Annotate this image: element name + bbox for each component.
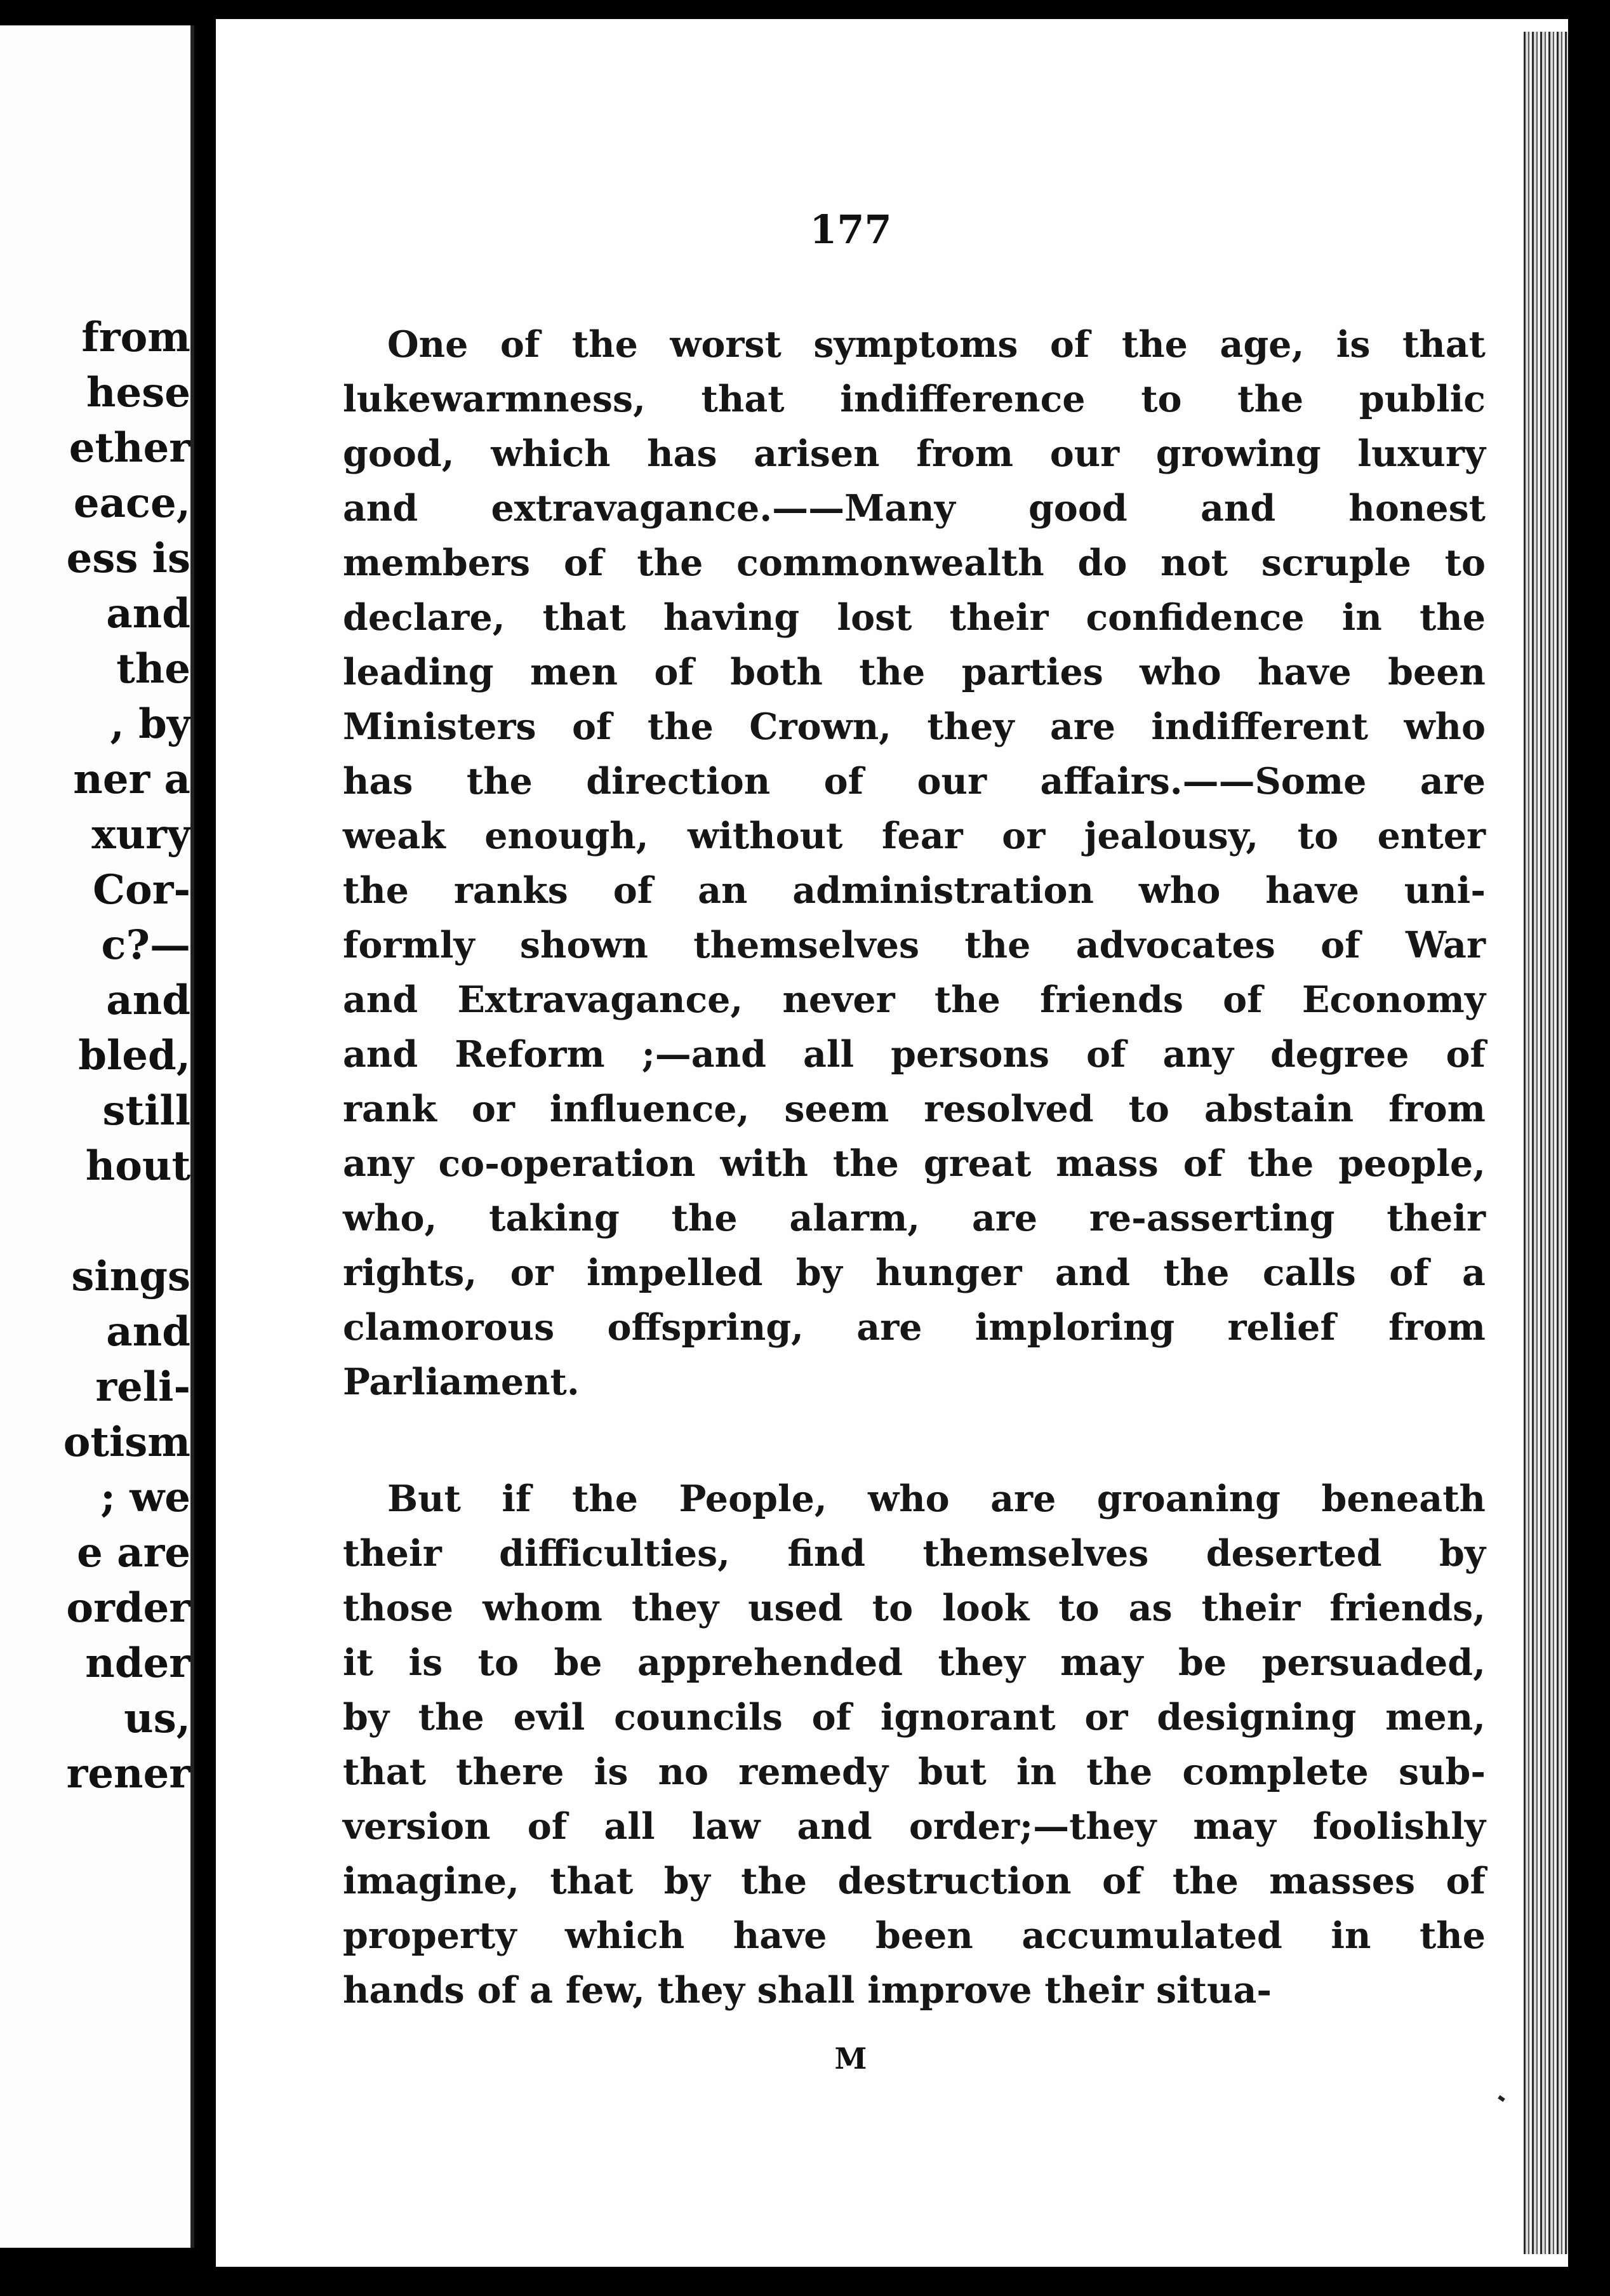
left-page-line: the (116, 645, 190, 693)
text-line: that there is no remedy but in the complete sub- (343, 1751, 1486, 1793)
text-line: property which have been accumulated in the (343, 1914, 1486, 1957)
left-page-line: nder (85, 1639, 190, 1687)
text-line: formly shown themselves the advocates of War (343, 924, 1486, 966)
left-page-line: sings (71, 1253, 190, 1300)
left-page-line: Cor- (93, 866, 190, 914)
left-page-line: xury (91, 811, 190, 858)
signature-mark: M (834, 2041, 867, 2076)
left-page-line: hout (85, 1142, 190, 1190)
left-page-line: and (106, 590, 190, 637)
text-line: and Reform ;—and all persons of any degree of (343, 1033, 1486, 1076)
left-page-fragment (0, 25, 194, 2248)
left-page-line: and (106, 977, 190, 1024)
text-line: imagine, that by the destruction of the masses of (343, 1860, 1486, 1902)
paragraph (343, 1472, 1486, 2018)
left-page-line: reli- (95, 1363, 190, 1411)
paragraph (343, 317, 1486, 1410)
text-line: those whom they used to look to as their friends, (343, 1587, 1486, 1629)
text-line: who, taking the alarm, are re-asserting their (343, 1197, 1486, 1239)
paragraph-gap (343, 1410, 1486, 1472)
left-page-line: and (106, 1308, 190, 1356)
left-page-line: eace, (73, 479, 190, 527)
text-line: rank or influence, seem resolved to abstain from (343, 1088, 1486, 1130)
left-page-line: ess is (66, 535, 190, 582)
page-edges (1524, 32, 1568, 2254)
text-line: version of all law and order;—they may foolishly (343, 1805, 1486, 1848)
text-line: good, which has arisen from our growing luxury (343, 432, 1486, 475)
text-line: and extravagance.——Many good and honest (343, 487, 1486, 530)
text-line: has the direction of our affairs.——Some are (343, 760, 1486, 803)
text-line: Ministers of the Crown, they are indifferent who (343, 705, 1486, 748)
ink-speck (1498, 2095, 1505, 2102)
text-line: But if the People, who are groaning beneath (387, 1478, 1486, 1520)
text-line: One of the worst symptoms of the age, is that (387, 323, 1486, 366)
text-line: declare, that having lost their confidence in the (343, 596, 1486, 639)
left-page-line: ner a (73, 756, 190, 803)
text-line: any co-operation with the great mass of the people, (343, 1142, 1486, 1185)
left-page-line: e are (77, 1529, 190, 1577)
right-page (216, 19, 1568, 2267)
text-line: the ranks of an administration who have uni- (343, 869, 1486, 912)
left-page-line: otism (63, 1418, 190, 1466)
text-line: leading men of both the parties who have been (343, 651, 1486, 693)
left-page-line: , by (110, 700, 190, 748)
text-line: and Extravagance, never the friends of Economy (343, 978, 1486, 1021)
text-line: by the evil councils of ignorant or designing men, (343, 1696, 1486, 1739)
left-page-line: order (66, 1584, 190, 1632)
left-page-line: c?— (101, 921, 190, 969)
left-page-line: bled, (78, 1032, 190, 1079)
text-line: clamorous offspring, are imploring relief from (343, 1306, 1486, 1349)
text-line: weak enough, without fear or jealousy, to enter (343, 815, 1486, 857)
text-line: hands of a few, they shall improve their situa- (343, 1969, 1272, 2012)
left-page-line: ; we (100, 1474, 190, 1521)
left-page-line: us, (124, 1695, 190, 1742)
text-line: members of the commonwealth do not scruple to (343, 542, 1486, 584)
left-page-line: rener (66, 1750, 190, 1798)
left-page-line: from (81, 314, 190, 361)
left-page-line: hese (86, 369, 190, 417)
left-page-line: still (102, 1087, 190, 1135)
text-line: Parliament. (343, 1361, 580, 1403)
body-text (343, 317, 1486, 2018)
text-line: their difficulties, find themselves deserted by (343, 1532, 1486, 1575)
left-page-line: ether (69, 424, 190, 472)
text-line: rights, or impelled by hunger and the calls of a (343, 1251, 1486, 1294)
page-number: 177 (809, 206, 892, 253)
text-line: lukewarmness, that indifference to the public (343, 378, 1486, 420)
text-line: it is to be apprehended they may be persuaded, (343, 1641, 1486, 1684)
